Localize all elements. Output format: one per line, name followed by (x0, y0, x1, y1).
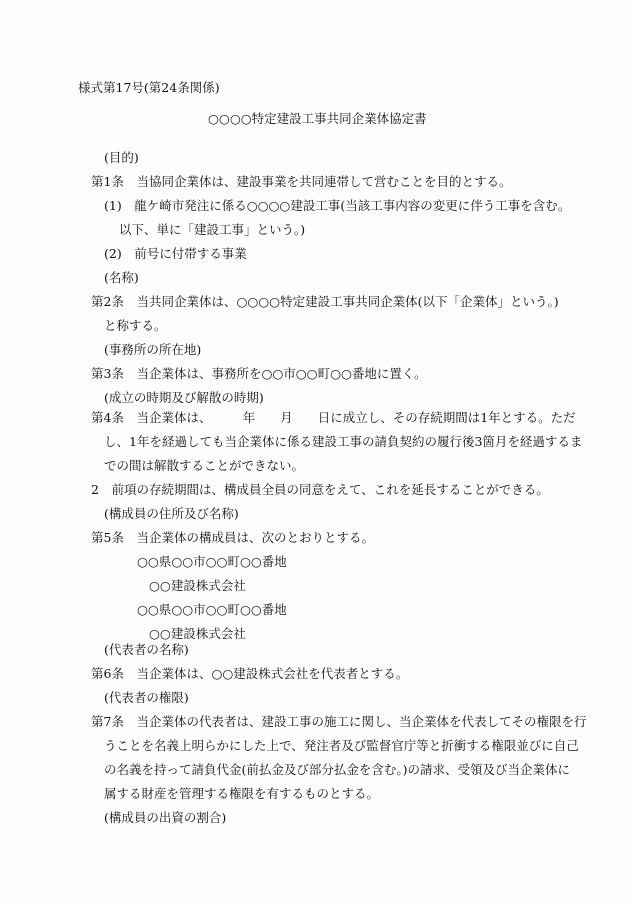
body-line: ○○建設株式会社 (149, 578, 246, 593)
body-line: の名義を持って請負代金(前払金及び部分払金を含む。)の請求、受領及び当企業体に (104, 762, 571, 777)
document-title: ○○○○特定建設工事共同企業体協定書 (208, 111, 427, 126)
body-line: (構成員の出資の割合) (104, 810, 227, 825)
body-line: 属する財産を管理する権限を有するものとする。 (104, 786, 380, 801)
body-line: 第2条 当共同企業体は、○○○○特定建設工事共同企業体(以下「企業体」という。) (91, 294, 559, 309)
body-line: (事務所の所在地) (104, 342, 202, 357)
body-line: し、1年を経過しても当企業体に係る建設工事の請負契約の履行後3箇月を経過するま (104, 434, 583, 449)
body-line: 第6条 当企業体は、○○建設株式会社を代表者とする。 (91, 666, 409, 681)
body-line: 第5条 当企業体の構成員は、次のとおりとする。 (91, 530, 374, 545)
body-line: と称する。 (104, 318, 167, 333)
form-label: 様式第17号(第24条関係) (78, 80, 220, 95)
body-line: (目的) (104, 150, 139, 165)
body-line: (2) 前号に付帯する事業 (104, 246, 247, 261)
body-line: (構成員の住所及び名称) (104, 506, 239, 521)
body-line: (1) 龍ケ崎市発注に係る○○○○建設工事(当該工事内容の変更に伴う工事を含む。 (104, 198, 571, 213)
body-line: 2 前項の存続期間は、構成員全員の同意をえて、これを延長することができる。 (91, 482, 549, 497)
body-line: うことを名義上明らかにした上で、発注者及び監督官庁等と折衝する権限並びに自己 (104, 738, 579, 753)
body-line: 以下、単に「建設工事」という。) (119, 222, 306, 237)
body-line: ○○県○○市○○町○○番地 (137, 554, 287, 569)
body-line: (代表者の名称) (104, 642, 189, 657)
body-line: 第7条 当企業体の代表者は、建設工事の施工に関し、当企業体を代表してその権限を行 (91, 714, 587, 729)
body-line: (代表者の権限) (104, 690, 189, 705)
body-line: (成立の時期及び解散の時期) (104, 390, 264, 405)
body-line: での間は解散することができない。 (104, 458, 305, 473)
body-line: (名称) (104, 270, 139, 285)
body-line: ○○県○○市○○町○○番地 (137, 602, 287, 617)
body-line: 第4条 当企業体は、 年 月 日に成立し、その存続期間は1年とする。ただ (91, 410, 576, 425)
body-line: ○○建設株式会社 (149, 626, 246, 641)
body-line: 第1条 当協同企業体は、建設事業を共同連帯して営むことを目的とする。 (91, 174, 512, 189)
body-line: 第3条 当企業体は、事務所を○○市○○町○○番地に置く。 (91, 366, 427, 381)
